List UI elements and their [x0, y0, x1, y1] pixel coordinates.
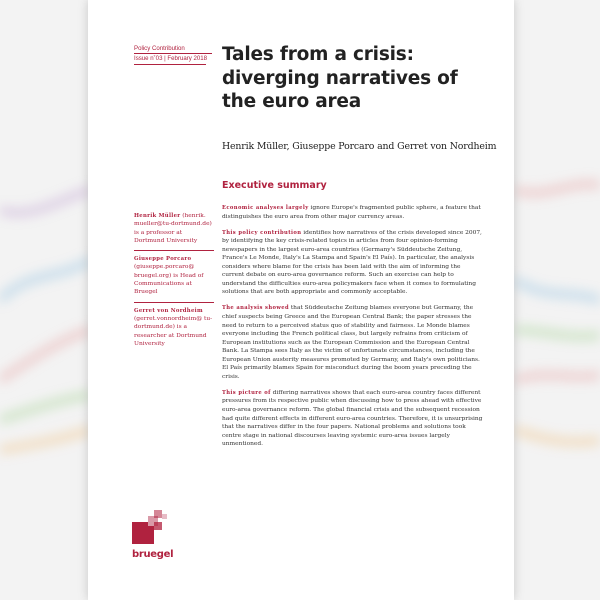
- author-sidebar: [134, 212, 214, 353]
- summary-paragraph: [222, 304, 484, 381]
- paragraph-lead: This policy contribution: [222, 229, 302, 236]
- summary-paragraph: [222, 389, 484, 449]
- executive-summary-heading: Executive summary: [222, 180, 327, 191]
- author-info: (giuseppe.porcaro@ bruegel.org) is Head of Communications at Bruegel: [134, 264, 204, 296]
- author-bio: [134, 250, 214, 301]
- policy-document-page: [88, 0, 514, 600]
- paragraph-text: identifies how narratives of the crisis developed since 2007, by identifying the key crisis-related topics in articles from four opinion-forming newspapers in the largest euro-area countries (Germany's Süddeutsche Zeitung, France's Le Monde, Italy's La Stampa and Spain's El País). In particular, the analysis considers where blame for the crisis has been laid with the aim of informing the current debate on euro-area governance reform. Such an exercise can help to understand the difficulties euro-area policymakers face when it comes to formulating solutions that are both appropriate and commonly acceptable.: [222, 229, 482, 296]
- author-info: (henrik. mueller@tu-dortmund.de) is a professor at Dortmund University: [134, 213, 212, 244]
- bruegel-logo-icon: [132, 510, 172, 544]
- author-name: Giuseppe Porcaro: [134, 256, 192, 263]
- paragraph-lead: Economic analyses largely: [222, 205, 309, 211]
- author-name: Gerret von Nordheim: [134, 307, 203, 314]
- series-label: Policy Contribution: [134, 45, 185, 52]
- summary-paragraph: [222, 229, 484, 297]
- summary-paragraph: [222, 204, 484, 221]
- author-bio: [134, 302, 214, 353]
- author-info: (gerret.vonnordheim@ tu-dortmund.de) is a researcher at Dortmund University: [134, 315, 213, 347]
- author-name: Henrik Müller: [134, 213, 181, 219]
- paragraph-lead: This picture of: [222, 389, 271, 396]
- paragraph-text: that Süddeutsche Zeitung blames everyone but Germany, the chief suspects being Greece and the European Central Bank; the paper stresses the need to return to a perceived status quo of stability and fairness. Le Monde blames everyone including the French political class, but largely refrains from criticism of European institutions such as the European Commission and the European Central Bank. La Stampa sees Italy as the victim of unfortunate circumstances, including the European Union austerity measures promoted by Germany, and Italy's own politicians. El País primarily blames Spain for misconduct during the boom years preceding the crisis.: [222, 305, 480, 380]
- paragraph-lead: The analysis showed: [222, 305, 289, 312]
- document-title: Tales from a crisis: diverging narratives of the euro area: [222, 44, 458, 112]
- summary-body: [222, 204, 484, 456]
- issue-label: Issue n˚03 | February 2018: [134, 53, 212, 63]
- bruegel-logo: [132, 510, 172, 560]
- paragraph-text: ignore Europe's fragmented public sphere, a feature that distinguishes the euro area from other major currency areas.: [222, 205, 481, 220]
- bruegel-wordmark: bruegel: [132, 549, 174, 560]
- publication-meta: [134, 44, 212, 65]
- authors-line: Henrik Müller, Giuseppe Porcaro and Gerret von Nordheim: [222, 141, 497, 152]
- meta-rule: [134, 64, 206, 65]
- paragraph-text: differing narratives shows that each euro-area country faces different pressures from its respective public when discussing how to press ahead with effective euro-area governance reform. The global financial crisis and the subsequent recession had quite different effects in different euro-area countries. Therefore, it is unsurprising that the narratives differ in the four papers. National problems and solutions took centre stage in national discourses leaving systemic euro-area issues largely unmentioned.: [222, 389, 483, 448]
- author-bio: [134, 212, 214, 250]
